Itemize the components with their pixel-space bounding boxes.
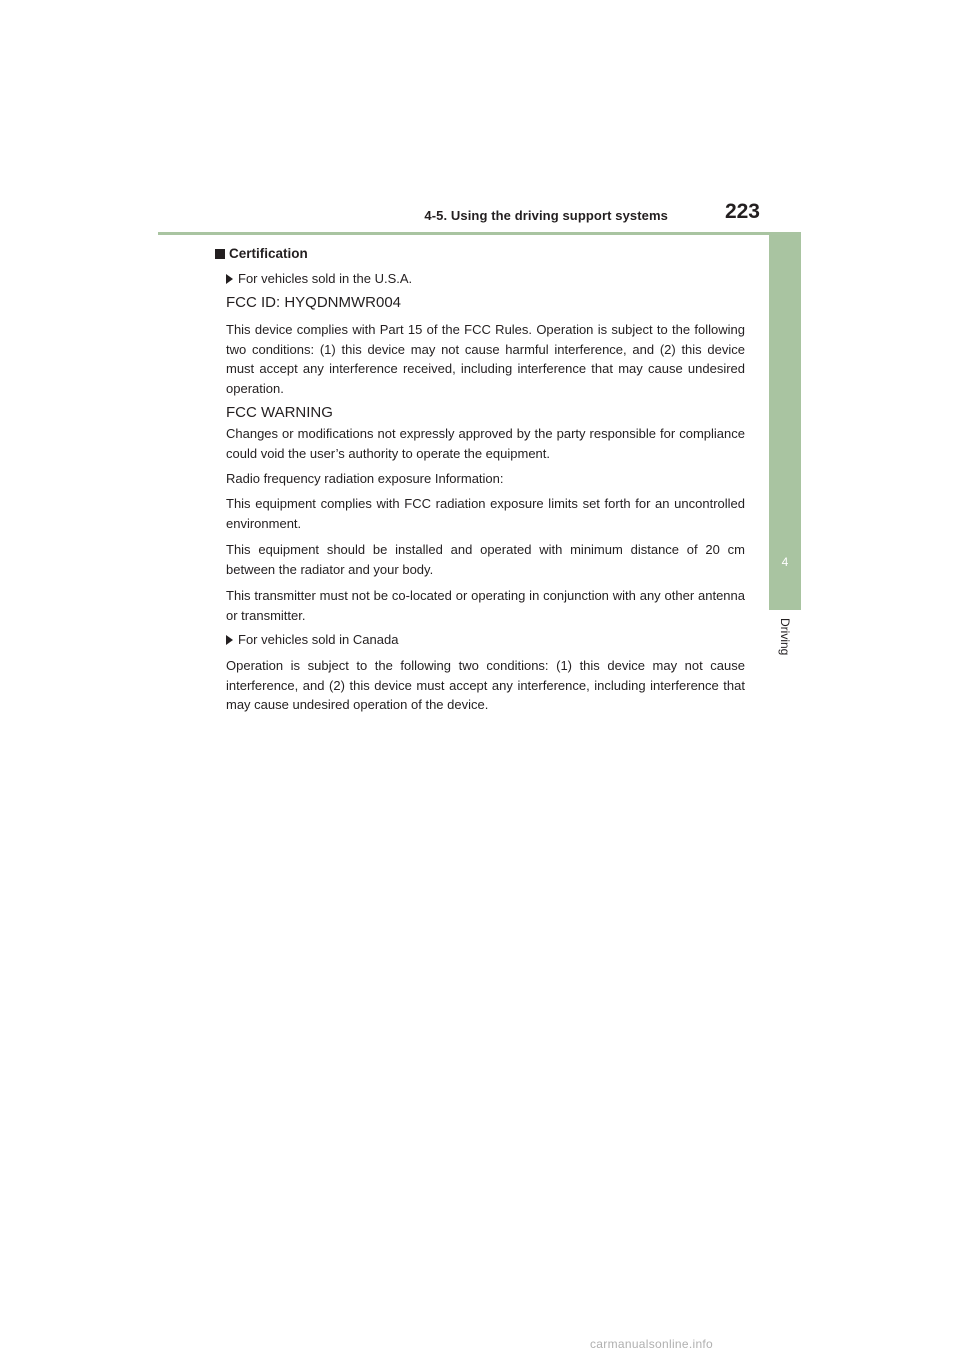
certification-heading-text: Certification (229, 246, 308, 261)
usa-paragraph-1: This device complies with Part 15 of the FCC Rules. Operation is subject to the following two conditions: (1) this device may not cause harmful interference, and (2) this device must accept any interference received, including interference that may cause undesired operation. (226, 322, 745, 396)
triangle-bullet-icon (226, 274, 233, 284)
fcc-id: FCC ID: HYQDNMWR004 (226, 294, 402, 311)
canada-subheading (226, 630, 398, 650)
header-rule (158, 232, 801, 235)
usa-subheading-text: For vehicles sold in the U.S.A. (238, 271, 413, 286)
watermark: carmanualsonline.info (590, 1337, 714, 1351)
chapter-tab (769, 234, 801, 610)
fcc-warning-title: FCC WARNING (226, 404, 333, 421)
usa-paragraph-6: This transmitter must not be co-located or operating in conjunction with any other antenna or transmitter. (226, 588, 745, 623)
section-title: 4-5. Using the driving support systems (424, 208, 668, 223)
page-number: 223 (724, 200, 760, 223)
chapter-tab-label: Driving (778, 618, 792, 656)
canada-paragraph-1: Operation is subject to the following two conditions: (1) this device may not cause interference, and (2) this device must accept any interference, including interference that may cause undesired operation of the device. (226, 658, 745, 712)
square-bullet-icon (215, 249, 225, 259)
usa-paragraph-4: This equipment complies with FCC radiation exposure limits set forth for an uncontrolled environment. (226, 496, 745, 531)
canada-subheading-text: For vehicles sold in Canada (238, 632, 399, 647)
usa-paragraph-2: Changes or modifications not expressly approved by the party responsible for compliance could void the user’s authority to operate the equipment. (226, 426, 745, 461)
usa-paragraph-3: Radio frequency radiation exposure Information: (226, 471, 504, 486)
chapter-tab-number: 4 (781, 555, 789, 569)
usa-subheading (226, 269, 412, 289)
triangle-bullet-icon (226, 635, 233, 645)
certification-heading (215, 244, 308, 264)
usa-paragraph-5: This equipment should be installed and operated with minimum distance of 20 cm between the radiator and your body. (226, 542, 745, 577)
